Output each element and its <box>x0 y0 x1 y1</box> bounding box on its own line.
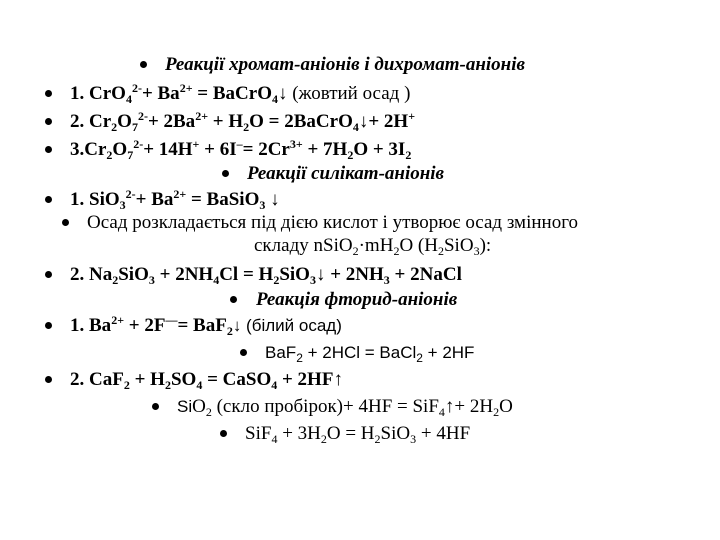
bullet <box>45 90 52 97</box>
reaction-chromate-1: 1. $CrO_4^{2-}+ Ba^{2+}$ = BaCrO$_4$↓ (жовтий осад ) <box>70 81 411 106</box>
reaction-silicate-1: 1. $SiO_3^{2-}+ Ba^{2+}$ = BaSiO$_3$ ↓ <box>70 187 280 212</box>
bullet <box>45 146 52 153</box>
bullet <box>45 196 52 203</box>
bullet <box>152 403 159 410</box>
bullet <box>240 349 247 356</box>
reaction-glass-etching: SiO$_2$ (скло пробірок)+ 4HF = SiF$_4$↑+ $2H_2O$ <box>177 396 513 419</box>
heading-silicate: Реакції силікат-аніонів <box>247 163 445 184</box>
reaction-fluoride-2: 2. $CaF_2 + H_2SO_4$ = CaSO$_4$ + 2HF↑ <box>70 369 343 392</box>
heading-chromate: Реакції хромат-аніонів і дихромат-аніонів <box>165 54 525 75</box>
bullet <box>62 219 69 226</box>
silicate-note-line1: Осад розкладається під дією кислот і утворює осад змінного <box>87 212 579 233</box>
reaction-silicate-2: 2. $Na_2SiO_3 + 2NH_4Cl$ = $H_2SiO_3↓ + 2NH_3$ + 2NaCl <box>70 264 462 287</box>
bullet <box>140 61 147 68</box>
reaction-fluoride-1: 1. $Ba^{2+} + 2F^—=$ BaF$_2$↓ (білий осад) <box>70 313 342 338</box>
bullet <box>45 118 52 125</box>
bullet <box>220 430 227 437</box>
reaction-fluoride-hcl: BaF$_2$ + 2HCl = BaCl$_2$ + 2HF <box>265 343 475 365</box>
reaction-dichromate-3: $3.Cr_2O_7^{2-}+ 14H^+ + 6I^-= 2Cr^{3+} + 7H_2O + 3I_2$ <box>70 137 412 162</box>
silicate-note-line2: складу $nSiO_2\cdot mH_2O$ $(H_2SiO_3)$: <box>254 235 492 258</box>
bullet <box>222 170 229 177</box>
reaction-dichromate-2: 2. $Cr_2O_7^{2-}+ 2Ba^{2+} + H_2O$ = 2BaCrO$_4$↓+ 2H+ <box>70 109 416 134</box>
heading-fluoride: Реакція фторид-аніонів <box>256 289 458 310</box>
reaction-sif4-hydrolysis: $SiF_4 + 3H_2O = H_2SiO_3 + 4HF$ <box>245 423 471 446</box>
bullet <box>230 296 237 303</box>
bullet <box>45 271 52 278</box>
bullet <box>45 376 52 383</box>
bullet <box>45 322 52 329</box>
